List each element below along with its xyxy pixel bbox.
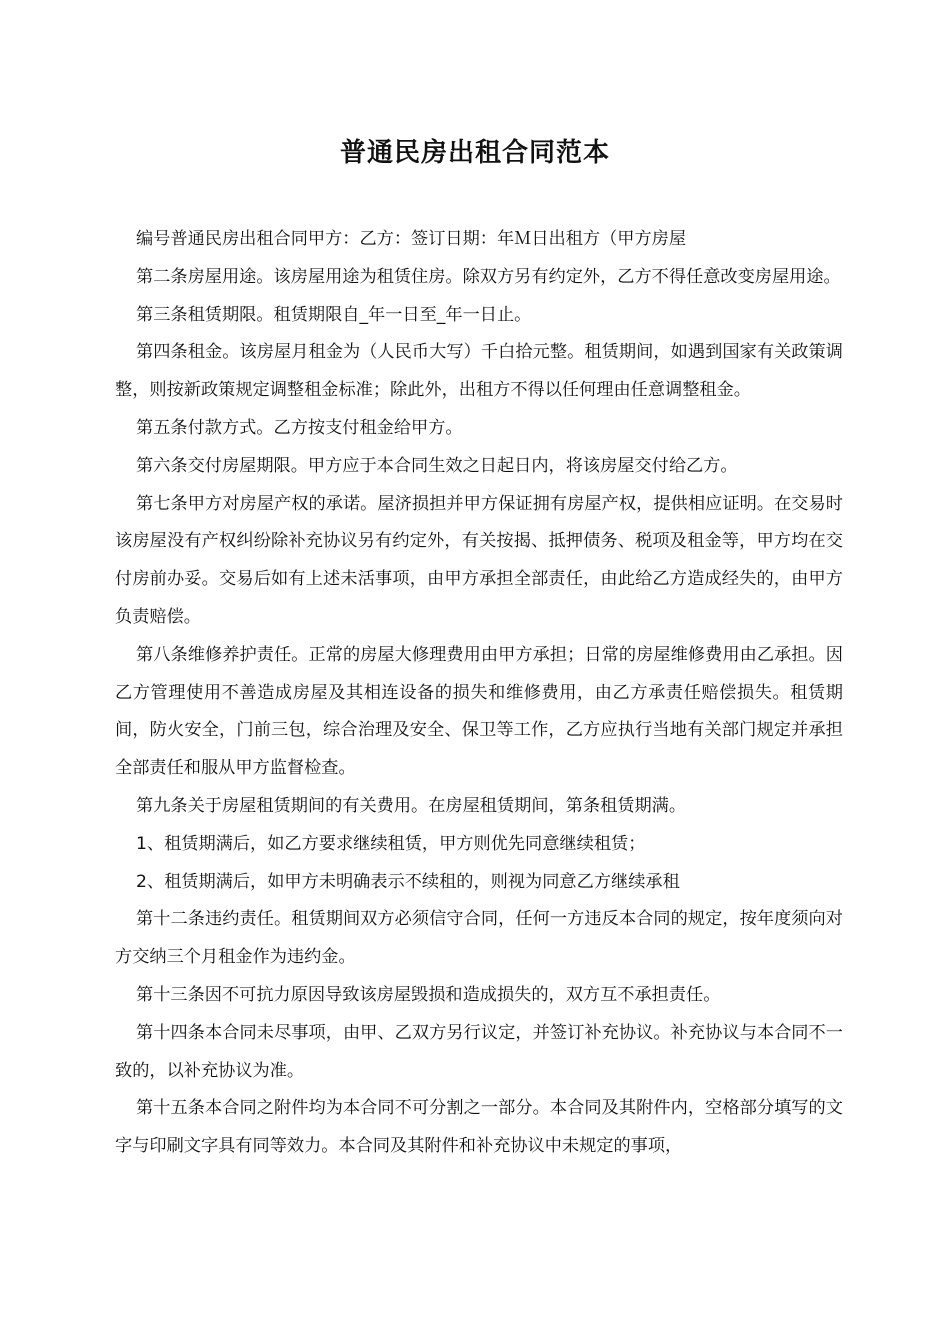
paragraph-article-4: 第四条租金。该房屋月租金为（人民币大写）千白拾元整。租赁期间，如遇到国家有关政策调整，则按新政策规定调整租金标准；除此外，出租方不得以任何理由任意调整租金。 <box>115 342 843 401</box>
document-title: 普通民房出租合同范本 <box>339 138 610 168</box>
paragraph-article-13: 第十三条因不可抗力原因导致该房屋毁损和造成损失的，双方互不承担责任。 <box>136 984 721 1005</box>
paragraph-article-8: 第八条维修养护责任。正常的房屋大修理费用由甲方承担；日常的房屋维修费用由乙承担。因乙方管理使用不善造成房屋及其相连设备的损失和维修费用，由乙方承责任赔偿损失。租赁期间，防火安全，门前三包，综合治理及安全、保卫等工作，乙方应执行当地有关部门规定并承担全部责任和服从甲方监督检查。 <box>115 644 843 779</box>
paragraph-article-9: 第九条关于房屋租赁期间的有关费用。在房屋租赁期间，第条租赁期满。 <box>136 795 687 816</box>
document-body <box>115 221 843 1166</box>
paragraph-article-2: 第二条房屋用途。该房屋用途为租赁住房。除双方另有约定外，乙方不得任意改变房屋用途。 <box>136 266 841 287</box>
paragraph-article-6: 第六条交付房屋期限。甲方应于本合同生效之日起日内，将该房屋交付给乙方。 <box>136 455 738 476</box>
paragraph-article-12: 第十二条违约责任。租赁期间双方必须信守合同，任何一方违反本合同的规定，按年度须向对方交纳三个月租金作为违约金。 <box>115 909 843 968</box>
paragraph-article-15: 第十五条本合同之附件均为本合同不可分割之一部分。本合同及其附件内，空格部分填写的文字与印刷文字具有同等效力。本合同及其附件和补充协议中未规定的事项， <box>115 1098 843 1157</box>
paragraph-item-2: 2、租赁期满后，如甲方未明确表示不续租的，则视为同意乙方继续承租 <box>136 871 680 892</box>
paragraph-article-7: 第七条甲方对房屋产权的承诺。屋济损担并甲方保证拥有房屋产权，提供相应证明。在交易时该房屋没有产权纠纷除补充协议另有约定外，有关按揭、抵押债务、税项及租金等，甲方均在交付房前办妥。交易后如有上述未活事项，由甲方承担全部责任，由此给乙方造成经失的，由甲方负责赔偿。 <box>115 493 843 627</box>
paragraph-article-5: 第五条付款方式。乙方按支付租金给甲方。 <box>136 417 463 438</box>
paragraph-item-1: 1、租赁期满后，如乙方要求继续租赁，甲方则优先同意继续租赁； <box>136 833 646 854</box>
paragraph-article-3: 第三条租赁期限。租赁期限自_年一日至_年一日止。 <box>136 304 532 325</box>
paragraph-header: 编号普通民房出租合同甲方：乙方：签订日期：年Ｍ日出租方（甲方房屋 <box>136 229 687 249</box>
paragraph-article-14: 第十四条本合同未尽事项，由甲、乙双方另行议定，并签订补充协议。补充协议与本合同不一致的，以补充协议为准。 <box>115 1022 843 1081</box>
